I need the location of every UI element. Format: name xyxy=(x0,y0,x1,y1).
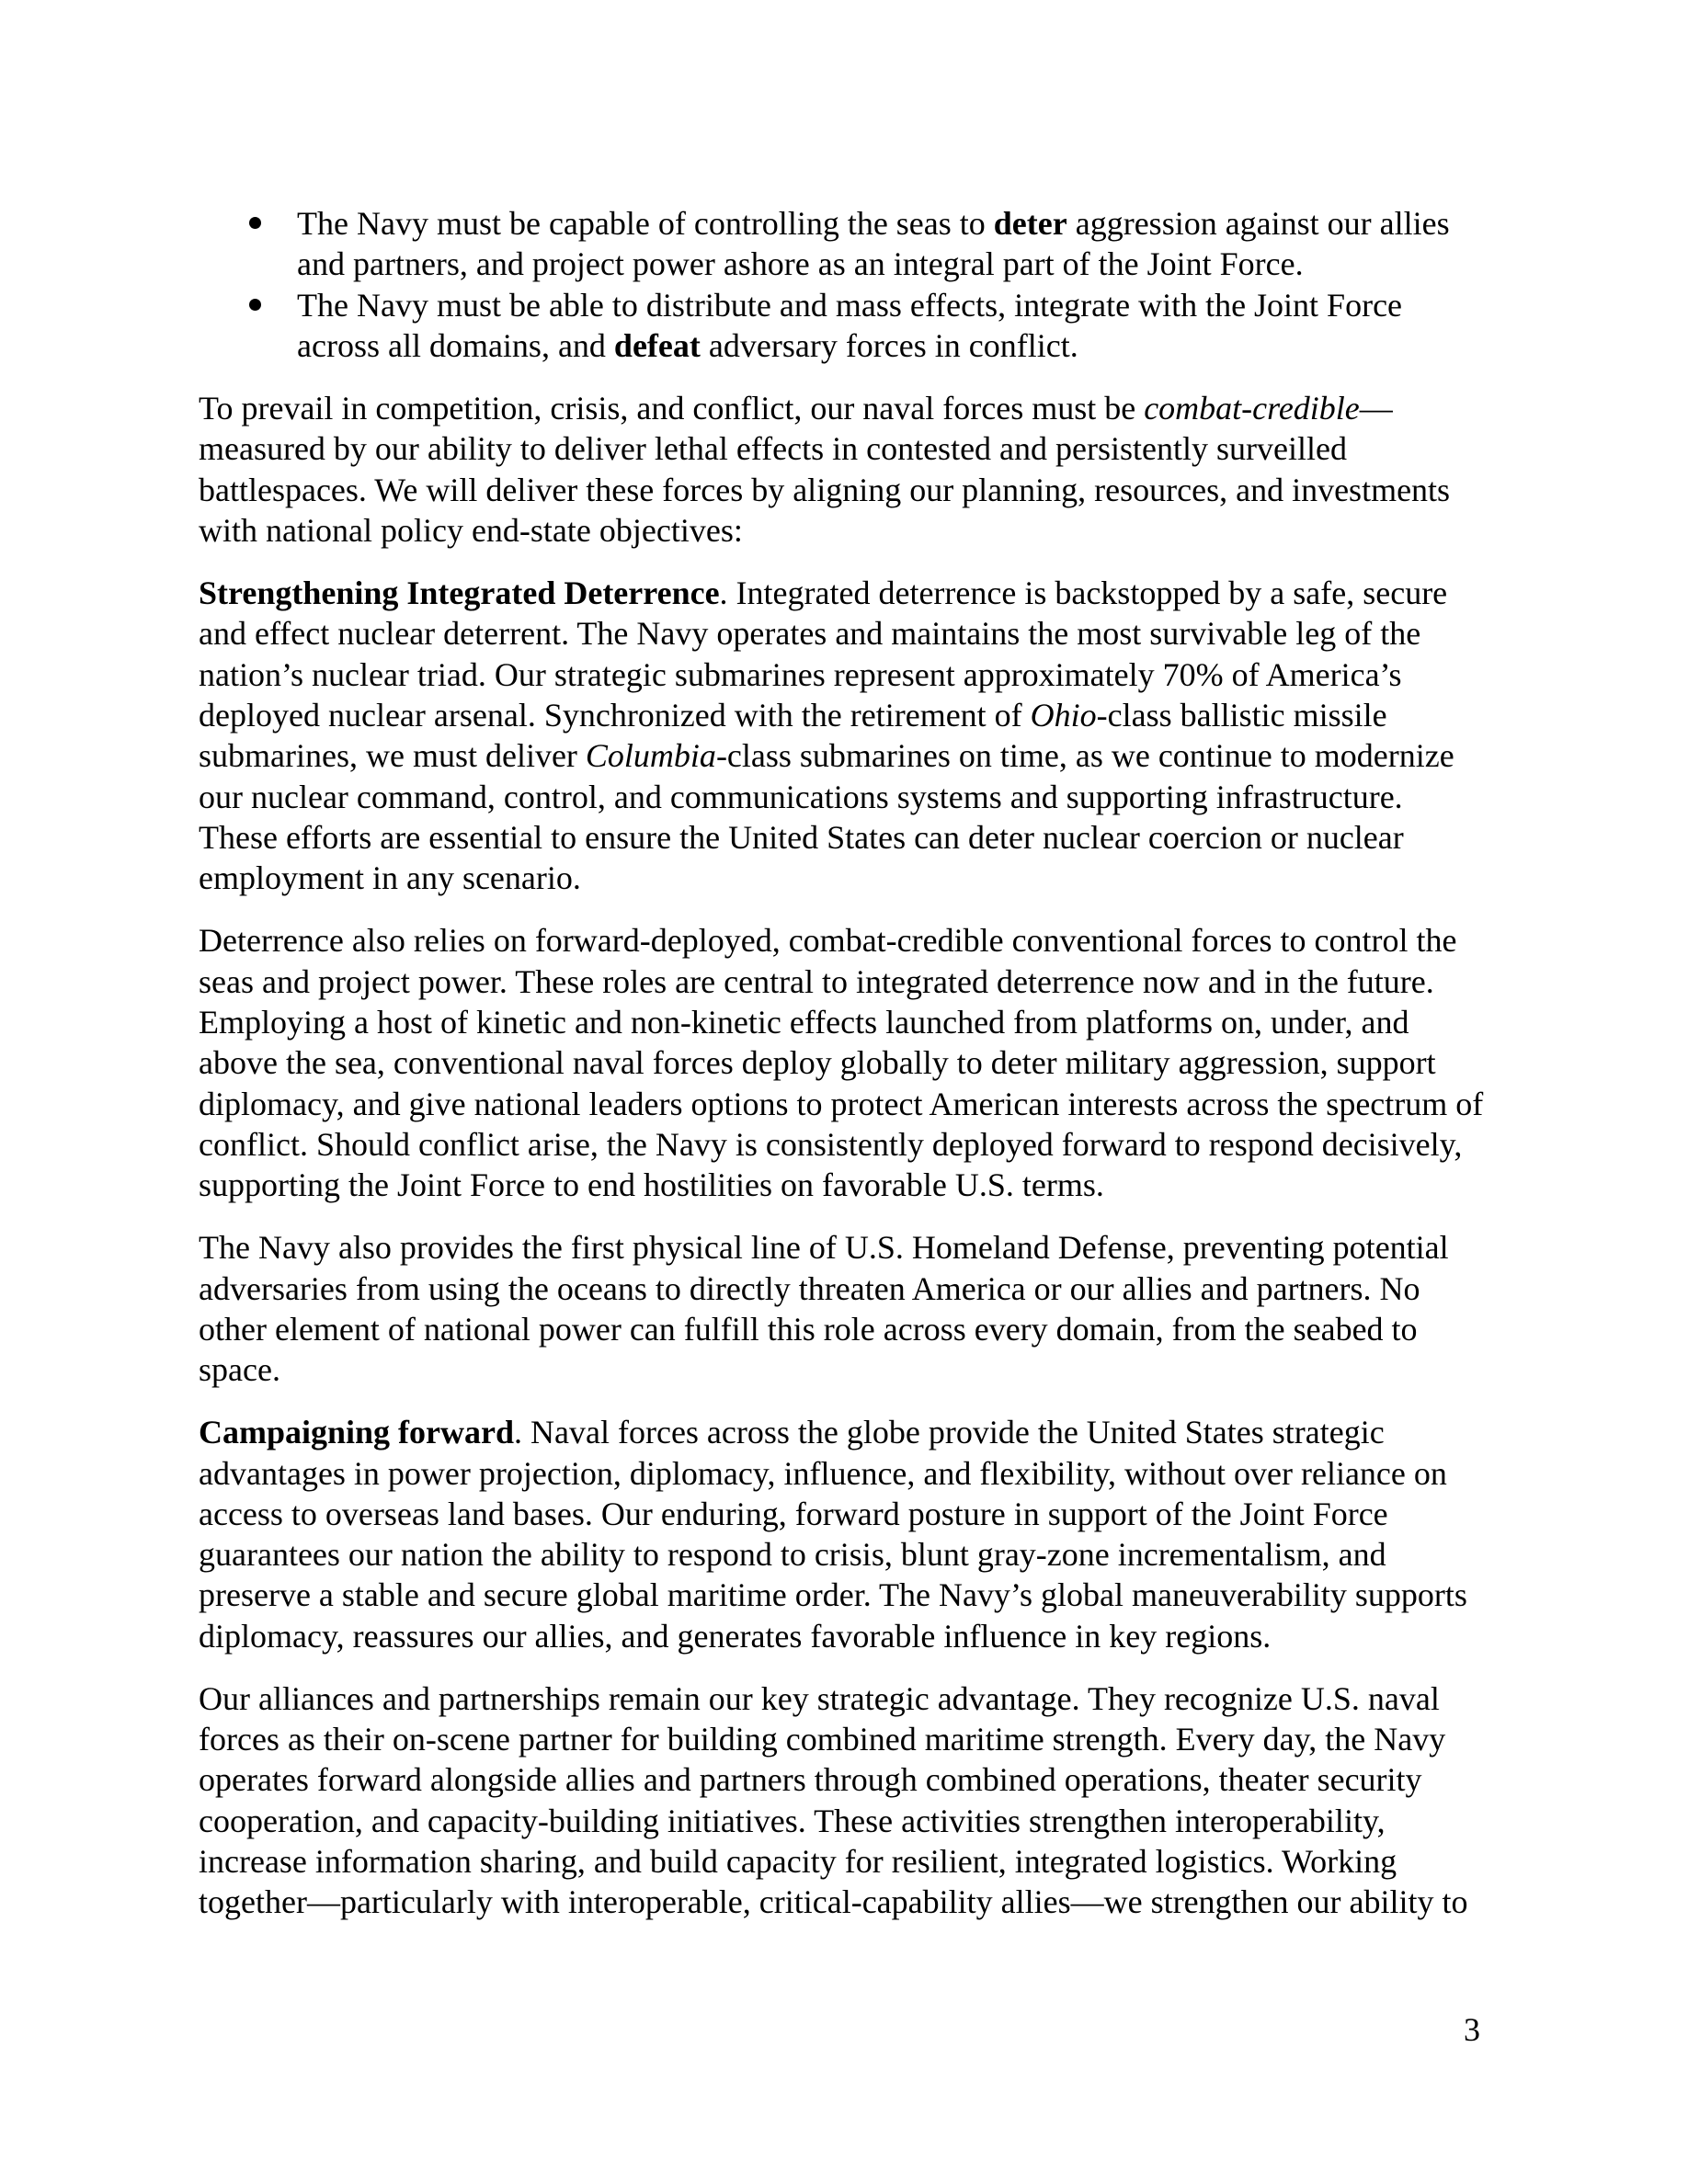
text-line xyxy=(297,325,1504,366)
text-run: across all domains, and xyxy=(297,326,614,364)
text-line: above the sea, conventional naval forces deploy globally to deter military aggression, support xyxy=(199,1044,1436,1082)
text-line: diplomacy, reassures our allies, and generates favorable influence in key regions. xyxy=(199,1617,1272,1655)
bullet-item-defeat xyxy=(199,285,1504,367)
text-line: battlespaces. We will deliver these forces by aligning our planning, resources, and investments xyxy=(199,471,1451,508)
text-line: measured by our ability to deliver lethal effects in contested and persistently surveilled xyxy=(199,430,1347,468)
text-run: — xyxy=(1359,390,1393,427)
bold-term-defeat: defeat xyxy=(613,326,701,364)
text-line: our nuclear command, control, and communications systems and supporting infrastructure. xyxy=(199,778,1403,815)
text-line: and partners, and project power ashore as an integral part of the Joint Force. xyxy=(297,245,1304,283)
bullet-item-deter xyxy=(199,203,1504,285)
text-line: increase information sharing, and build capacity for resilient, integrated logistics. Working xyxy=(199,1842,1397,1880)
text-line: guarantees our nation the ability to respond to crisis, blunt gray-zone incrementalism, and xyxy=(199,1536,1386,1574)
text-line: conflict. Should conflict arise, the Navy is consistently deployed forward to respond decisively, xyxy=(199,1125,1463,1163)
text-run: . Integrated deterrence is backstopped by a safe, secure xyxy=(719,574,1448,612)
text-line: preserve a stable and secure global maritime order. The Navy’s global maneuverability supports xyxy=(199,1576,1467,1614)
bold-term-deter: deter xyxy=(993,205,1067,242)
text-run: submarines, we must deliver xyxy=(199,737,586,775)
text-line: supporting the Joint Force to end hostilities on favorable U.S. terms. xyxy=(199,1166,1104,1204)
text-line: Deterrence also relies on forward-deployed, combat-credible conventional forces to control the xyxy=(199,922,1457,960)
paragraph-conventional-forces xyxy=(199,920,1504,1205)
paragraph-campaigning-forward xyxy=(199,1412,1504,1656)
italic-term: combat-credible xyxy=(1144,390,1360,427)
paragraph-alliances xyxy=(199,1678,1504,1923)
text-line xyxy=(199,388,1504,428)
text-line: other element of national power can fulfill this role across every domain, from the seabed to xyxy=(199,1310,1418,1348)
text-line: access to overseas land bases. Our enduring, forward posture in support of the Joint Force xyxy=(199,1495,1388,1532)
text-run: The Navy must be capable of controlling the seas to xyxy=(297,205,994,242)
text-line: seas and project power. These roles are central to integrated deterrence now and in the future. xyxy=(199,962,1434,1000)
document-page xyxy=(199,203,1504,1944)
text-run: . Naval forces across the globe provide the United States strategic xyxy=(514,1414,1385,1451)
text-line: Employing a host of kinetic and non-kinetic effects launched from platforms on, under, and xyxy=(199,1003,1409,1041)
text-run: -class ballistic missile xyxy=(1096,697,1387,734)
text-line: employment in any scenario. xyxy=(199,859,581,897)
text-line: Our alliances and partnerships remain our key strategic advantage. They recognize U.S. naval xyxy=(199,1679,1440,1717)
text-line: with national policy end-state objectives: xyxy=(199,512,743,550)
section-heading: Strengthening Integrated Deterrence xyxy=(199,574,720,612)
page-number: 3 xyxy=(1464,2011,1480,2048)
text-line: advantages in power projection, diplomacy, influence, and flexibility, without over reliance on xyxy=(199,1454,1447,1492)
text-line: cooperation, and capacity-building initiatives. These activities strengthen interoperability, xyxy=(199,1802,1386,1839)
text-line: adversaries from using the oceans to directly threaten America or our allies and partners. No xyxy=(199,1269,1420,1307)
bullet-icon xyxy=(249,217,261,229)
text-line: nation’s nuclear triad. Our strategic submarines represent approximately 70% of America’s xyxy=(199,655,1402,693)
paragraph-homeland-defense xyxy=(199,1227,1504,1390)
italic-term: Columbia xyxy=(585,737,716,775)
text-line: forces as their on-scene partner for building combined maritime strength. Every day, the Navy xyxy=(199,1721,1446,1758)
paragraph-intro xyxy=(199,388,1504,551)
text-line: These efforts are essential to ensure the United States can deter nuclear coercion or nuclear xyxy=(199,818,1404,856)
bullet-icon xyxy=(249,299,261,311)
text-run: deployed nuclear arsenal. Synchronized with the retirement of xyxy=(199,697,1031,734)
text-line xyxy=(199,695,1504,735)
bullet-list xyxy=(199,203,1504,366)
text-run: -class submarines on time, as we continue to modernize xyxy=(715,737,1454,775)
text-run: aggression against our allies xyxy=(1066,205,1450,242)
text-line: diplomacy, and give national leaders options to protect American interests across the spectrum of xyxy=(199,1085,1484,1122)
text-line: together—particularly with interoperable, critical-capability allies—we strengthen our ability to xyxy=(199,1883,1468,1921)
text-run: adversary forces in conflict. xyxy=(700,326,1078,364)
text-line: The Navy must be able to distribute and mass effects, integrate with the Joint Force xyxy=(297,286,1403,324)
text-run: To prevail in competition, crisis, and conflict, our naval forces must be xyxy=(199,390,1145,427)
text-line: operates forward alongside allies and partners through combined operations, theater security xyxy=(199,1761,1422,1799)
text-line: The Navy also provides the first physical line of U.S. Homeland Defense, preventing potential xyxy=(199,1229,1449,1267)
italic-term: Ohio xyxy=(1030,697,1097,734)
text-line xyxy=(199,573,1504,613)
section-heading: Campaigning forward xyxy=(199,1414,515,1451)
text-line xyxy=(297,203,1504,244)
text-line xyxy=(199,1412,1504,1452)
text-line: and effect nuclear deterrent. The Navy operates and maintains the most survivable leg of the xyxy=(199,615,1421,653)
text-line: space. xyxy=(199,1351,280,1389)
text-line xyxy=(199,735,1504,776)
paragraph-integrated-deterrence xyxy=(199,573,1504,898)
